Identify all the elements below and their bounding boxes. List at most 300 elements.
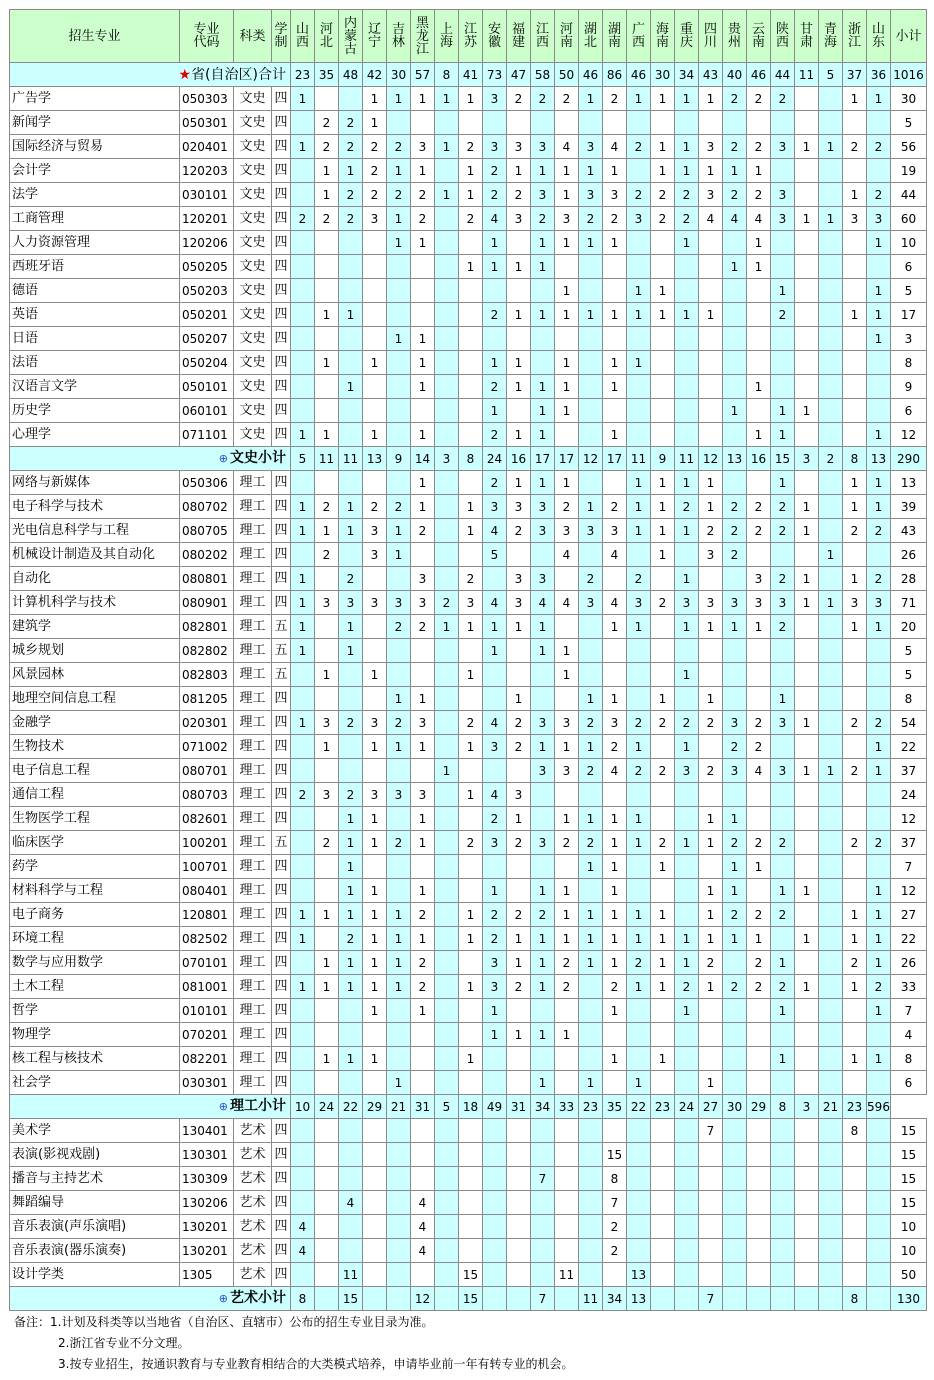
quota-cell — [699, 999, 723, 1023]
quota-cell — [819, 87, 843, 111]
quota-cell — [723, 951, 747, 975]
quota-cell — [555, 1239, 579, 1263]
quota-cell — [819, 183, 843, 207]
sum-cell: 57 — [411, 63, 435, 87]
quota-cell — [435, 1023, 459, 1047]
quota-cell: 1 — [867, 879, 891, 903]
quota-cell — [459, 1143, 483, 1167]
quota-cell — [291, 1191, 315, 1215]
subject-type: 理工 — [234, 711, 272, 735]
quota-cell: 1 — [459, 735, 483, 759]
quota-cell: 1 — [339, 879, 363, 903]
study-length: 四 — [272, 231, 291, 255]
quota-cell: 1 — [411, 159, 435, 183]
quota-cell — [795, 615, 819, 639]
quota-cell — [411, 111, 435, 135]
quota-cell: 1 — [483, 255, 507, 279]
quota-cell: 1 — [315, 975, 339, 999]
quota-cell: 2 — [675, 183, 699, 207]
province-header: 安 徽 — [483, 10, 507, 63]
sum-cell: 5 — [291, 447, 315, 471]
sum-cell: 15 — [771, 447, 795, 471]
quota-cell: 3 — [771, 135, 795, 159]
quota-cell: 1 — [579, 735, 603, 759]
quota-cell — [771, 663, 795, 687]
major-code: 080801 — [180, 567, 234, 591]
quota-cell — [507, 399, 531, 423]
quota-cell — [627, 1215, 651, 1239]
quota-cell — [579, 1239, 603, 1263]
quota-cell — [339, 663, 363, 687]
study-length: 四 — [272, 1239, 291, 1263]
quota-cell — [699, 375, 723, 399]
province-header: 陕 西 — [771, 10, 795, 63]
quota-cell — [459, 951, 483, 975]
quota-cell: 2 — [507, 711, 531, 735]
sum-cell: 49 — [483, 1095, 507, 1119]
quota-cell: 3 — [387, 783, 411, 807]
quota-cell: 1 — [627, 975, 651, 999]
quota-cell — [819, 567, 843, 591]
subject-type: 理工 — [234, 927, 272, 951]
quota-cell — [843, 279, 867, 303]
quota-cell: 1 — [555, 279, 579, 303]
quota-cell — [603, 111, 627, 135]
quota-cell — [651, 1239, 675, 1263]
quota-cell: 3 — [771, 207, 795, 231]
sum-cell: 12 — [411, 1287, 435, 1311]
sum-cell: 40 — [723, 63, 747, 87]
quota-cell: 1 — [531, 639, 555, 663]
quota-cell — [315, 1215, 339, 1239]
quota-cell: 4 — [747, 759, 771, 783]
row-subtotal: 12 — [891, 807, 927, 831]
quota-cell: 1 — [795, 207, 819, 231]
sum-cell: 18 — [459, 1095, 483, 1119]
sum-cell: 13 — [867, 447, 891, 471]
quota-cell — [651, 879, 675, 903]
quota-cell — [291, 1167, 315, 1191]
quota-cell — [459, 279, 483, 303]
quota-cell: 1 — [555, 303, 579, 327]
quota-cell — [867, 543, 891, 567]
quota-cell: 1 — [459, 903, 483, 927]
sum-cell: 29 — [747, 1095, 771, 1119]
col-subtotal-header: 小计 — [891, 10, 927, 63]
major-name: 社会学 — [10, 1071, 180, 1095]
study-length: 四 — [272, 543, 291, 567]
quota-cell — [651, 783, 675, 807]
quota-cell: 15 — [459, 1263, 483, 1287]
sum-cell: 11 — [579, 1287, 603, 1311]
quota-cell: 3 — [483, 87, 507, 111]
quota-cell: 1 — [315, 1047, 339, 1071]
quota-cell: 1 — [315, 663, 339, 687]
quota-cell — [435, 231, 459, 255]
quota-cell: 1 — [531, 735, 555, 759]
quota-cell — [843, 543, 867, 567]
quota-cell: 8 — [843, 1119, 867, 1143]
sum-cell: 11 — [675, 447, 699, 471]
quota-cell: 1 — [843, 303, 867, 327]
row-subtotal: 54 — [891, 711, 927, 735]
quota-cell — [339, 231, 363, 255]
major-name: 国际经济与贸易 — [10, 135, 180, 159]
table-row — [10, 183, 927, 207]
quota-cell — [819, 303, 843, 327]
province-header: 江 西 — [531, 10, 555, 63]
quota-cell: 1 — [507, 255, 531, 279]
province-header: 河 南 — [555, 10, 579, 63]
quota-cell: 1 — [675, 735, 699, 759]
sum-cell: 11 — [795, 63, 819, 87]
quota-cell: 2 — [723, 831, 747, 855]
quota-cell: 1 — [747, 159, 771, 183]
quota-cell: 1 — [603, 231, 627, 255]
quota-cell — [315, 279, 339, 303]
quota-cell — [363, 279, 387, 303]
row-subtotal: 44 — [891, 183, 927, 207]
quota-cell: 3 — [483, 495, 507, 519]
major-name: 临床医学 — [10, 831, 180, 855]
quota-cell — [483, 111, 507, 135]
sum-cell: 46 — [579, 63, 603, 87]
quota-cell — [291, 1119, 315, 1143]
row-subtotal: 5 — [891, 663, 927, 687]
quota-cell — [291, 999, 315, 1023]
quota-cell — [747, 687, 771, 711]
quota-cell — [675, 375, 699, 399]
table-row — [10, 807, 927, 831]
quota-cell: 2 — [315, 111, 339, 135]
study-length: 四 — [272, 1023, 291, 1047]
quota-cell — [819, 111, 843, 135]
col-code-header: 专业 代码 — [180, 10, 234, 63]
major-code: 130309 — [180, 1167, 234, 1191]
quota-cell: 2 — [603, 1215, 627, 1239]
quota-cell — [627, 159, 651, 183]
quota-cell: 3 — [771, 183, 795, 207]
quota-cell: 3 — [723, 759, 747, 783]
quota-cell: 13 — [627, 1263, 651, 1287]
quota-cell — [411, 1071, 435, 1095]
quota-cell: 1 — [651, 279, 675, 303]
quota-cell: 1 — [291, 615, 315, 639]
major-name: 生物医学工程 — [10, 807, 180, 831]
quota-cell — [819, 327, 843, 351]
quota-cell — [363, 1191, 387, 1215]
quota-cell: 4 — [603, 591, 627, 615]
quota-cell — [771, 1215, 795, 1239]
quota-cell — [819, 1263, 843, 1287]
quota-cell — [723, 1215, 747, 1239]
quota-cell — [387, 351, 411, 375]
quota-cell — [819, 951, 843, 975]
quota-cell: 1 — [531, 951, 555, 975]
table-row — [10, 567, 927, 591]
major-code: 130206 — [180, 1191, 234, 1215]
quota-cell: 1 — [771, 879, 795, 903]
table-row — [10, 1263, 927, 1287]
quota-cell: 1 — [843, 927, 867, 951]
quota-cell: 1 — [843, 567, 867, 591]
subtotal-label: ⊕ 文史小计 — [10, 447, 291, 471]
quota-cell — [483, 1263, 507, 1287]
major-name: 美术学 — [10, 1119, 180, 1143]
quota-cell: 2 — [771, 615, 795, 639]
quota-cell — [843, 111, 867, 135]
major-code: 080705 — [180, 519, 234, 543]
subject-type: 理工 — [234, 999, 272, 1023]
quota-cell — [483, 1191, 507, 1215]
quota-cell — [579, 255, 603, 279]
quota-cell: 2 — [747, 135, 771, 159]
quota-cell: 1 — [363, 423, 387, 447]
quota-cell: 2 — [867, 831, 891, 855]
quota-cell — [579, 1191, 603, 1215]
major-name: 环境工程 — [10, 927, 180, 951]
quota-cell — [699, 663, 723, 687]
quota-cell: 1 — [291, 567, 315, 591]
quota-cell: 2 — [675, 495, 699, 519]
quota-cell: 1 — [747, 423, 771, 447]
quota-cell: 2 — [627, 135, 651, 159]
quota-cell: 1 — [771, 279, 795, 303]
table-row — [10, 999, 927, 1023]
major-name: 网络与新媒体 — [10, 471, 180, 495]
quota-cell — [723, 783, 747, 807]
subject-type: 理工 — [234, 471, 272, 495]
quota-cell — [363, 759, 387, 783]
quota-cell — [675, 879, 699, 903]
quota-cell — [291, 159, 315, 183]
sum-cell: 2 — [819, 447, 843, 471]
quota-cell — [819, 519, 843, 543]
major-name: 工商管理 — [10, 207, 180, 231]
quota-cell: 2 — [771, 519, 795, 543]
quota-cell: 1 — [699, 87, 723, 111]
notes — [14, 1312, 924, 1375]
quota-cell: 1 — [699, 807, 723, 831]
quota-cell: 2 — [387, 183, 411, 207]
quota-cell: 4 — [483, 711, 507, 735]
sum-cell — [483, 1287, 507, 1311]
study-length: 四 — [272, 519, 291, 543]
quota-cell — [315, 1167, 339, 1191]
quota-cell: 1 — [555, 927, 579, 951]
quota-cell — [507, 1143, 531, 1167]
quota-cell — [627, 423, 651, 447]
row-subtotal: 13 — [891, 471, 927, 495]
sum-cell: 21 — [387, 1095, 411, 1119]
quota-cell — [867, 663, 891, 687]
quota-cell: 1 — [651, 543, 675, 567]
quota-cell: 1 — [363, 807, 387, 831]
sum-cell: 47 — [507, 63, 531, 87]
quota-cell: 2 — [747, 183, 771, 207]
quota-cell — [507, 759, 531, 783]
sum-cell — [507, 1287, 531, 1311]
quota-cell — [723, 471, 747, 495]
quota-cell: 1 — [483, 231, 507, 255]
subject-type: 文史 — [234, 159, 272, 183]
quota-cell: 2 — [459, 135, 483, 159]
quota-cell — [723, 1047, 747, 1071]
quota-cell — [387, 807, 411, 831]
quota-cell — [747, 639, 771, 663]
quota-cell: 1 — [819, 207, 843, 231]
quota-cell: 1 — [579, 303, 603, 327]
quota-cell: 2 — [723, 495, 747, 519]
quota-cell: 3 — [555, 711, 579, 735]
quota-cell: 1 — [651, 951, 675, 975]
quota-cell: 3 — [579, 519, 603, 543]
quota-cell — [483, 855, 507, 879]
quota-cell — [795, 1119, 819, 1143]
quota-cell — [435, 711, 459, 735]
quota-cell: 1 — [867, 303, 891, 327]
quota-cell — [795, 999, 819, 1023]
province-header: 湖 南 — [603, 10, 627, 63]
major-code: 082201 — [180, 1047, 234, 1071]
quota-cell — [315, 807, 339, 831]
major-name: 历史学 — [10, 399, 180, 423]
quota-cell — [723, 663, 747, 687]
quota-cell — [579, 279, 603, 303]
quota-cell — [315, 1143, 339, 1167]
quota-cell: 3 — [675, 759, 699, 783]
quota-cell — [843, 879, 867, 903]
quota-cell: 1 — [291, 639, 315, 663]
table-row — [10, 399, 927, 423]
quota-cell: 3 — [315, 711, 339, 735]
quota-cell: 2 — [747, 951, 771, 975]
quota-cell — [675, 1119, 699, 1143]
quota-cell: 1 — [627, 87, 651, 111]
quota-cell: 2 — [603, 735, 627, 759]
major-name: 药学 — [10, 855, 180, 879]
major-code: 130301 — [180, 1143, 234, 1167]
table-row — [10, 879, 927, 903]
quota-cell: 2 — [747, 831, 771, 855]
quota-cell: 2 — [627, 183, 651, 207]
quota-cell — [651, 615, 675, 639]
table-row — [10, 1167, 927, 1191]
quota-cell — [627, 1191, 651, 1215]
quota-cell: 1 — [315, 951, 339, 975]
sum-cell: 1016 — [891, 63, 927, 87]
sum-cell: 86 — [603, 63, 627, 87]
sum-cell: 596 — [867, 1095, 891, 1119]
quota-cell — [795, 639, 819, 663]
quota-cell — [459, 327, 483, 351]
quota-cell — [675, 1071, 699, 1095]
table-row — [10, 231, 927, 255]
quota-cell — [795, 111, 819, 135]
quota-cell: 1 — [387, 87, 411, 111]
row-subtotal: 56 — [891, 135, 927, 159]
quota-cell — [483, 1119, 507, 1143]
sum-cell: 35 — [315, 63, 339, 87]
quota-cell — [771, 735, 795, 759]
quota-cell — [747, 399, 771, 423]
quota-cell — [771, 1167, 795, 1191]
quota-cell: 1 — [867, 279, 891, 303]
note-line-3: 3.按专业招生，按通识教育与专业教育相结合的大类模式培养，申请毕业前一年有转专业的机会。 — [58, 1357, 574, 1371]
quota-cell — [339, 1143, 363, 1167]
quota-cell — [555, 1071, 579, 1095]
quota-cell: 1 — [651, 471, 675, 495]
subject-type: 文史 — [234, 231, 272, 255]
quota-cell — [507, 1239, 531, 1263]
quota-cell: 1 — [531, 255, 555, 279]
row-subtotal: 10 — [891, 1239, 927, 1263]
quota-cell: 2 — [339, 135, 363, 159]
quota-cell — [843, 1239, 867, 1263]
quota-cell — [699, 1167, 723, 1191]
sum-cell: 8 — [291, 1287, 315, 1311]
header-row — [10, 10, 927, 63]
quota-cell: 1 — [699, 687, 723, 711]
quota-cell — [435, 1215, 459, 1239]
quota-cell: 1 — [291, 927, 315, 951]
row-subtotal: 8 — [891, 1047, 927, 1071]
quota-cell — [627, 1119, 651, 1143]
row-subtotal: 60 — [891, 207, 927, 231]
quota-cell — [627, 399, 651, 423]
study-length: 四 — [272, 999, 291, 1023]
quota-cell — [651, 1191, 675, 1215]
quota-cell: 4 — [531, 591, 555, 615]
quota-cell: 4 — [411, 1239, 435, 1263]
quota-cell: 1 — [675, 927, 699, 951]
quota-cell — [459, 639, 483, 663]
quota-cell: 1 — [459, 975, 483, 999]
subject-type: 艺术 — [234, 1191, 272, 1215]
quota-cell — [435, 879, 459, 903]
quota-cell — [675, 1047, 699, 1071]
quota-cell: 4 — [699, 207, 723, 231]
quota-cell: 1 — [555, 663, 579, 687]
major-name: 哲学 — [10, 999, 180, 1023]
quota-cell: 1 — [363, 927, 387, 951]
table-row — [10, 279, 927, 303]
row-subtotal: 10 — [891, 1215, 927, 1239]
province-header: 吉 林 — [387, 10, 411, 63]
quota-cell — [507, 543, 531, 567]
major-name: 计算机科学与技术 — [10, 591, 180, 615]
quota-cell: 1 — [627, 303, 651, 327]
sum-cell — [819, 1287, 843, 1311]
quota-cell: 3 — [363, 711, 387, 735]
quota-cell: 1 — [675, 471, 699, 495]
table-row — [10, 951, 927, 975]
quota-cell: 1 — [699, 903, 723, 927]
quota-cell — [795, 1167, 819, 1191]
major-name: 法学 — [10, 183, 180, 207]
quota-cell: 2 — [411, 183, 435, 207]
major-code: 070101 — [180, 951, 234, 975]
quota-cell — [627, 879, 651, 903]
quota-cell — [291, 183, 315, 207]
study-length: 四 — [272, 951, 291, 975]
quota-cell — [795, 735, 819, 759]
quota-cell: 1 — [411, 879, 435, 903]
study-length: 五 — [272, 615, 291, 639]
quota-cell — [387, 1167, 411, 1191]
quota-cell — [315, 1191, 339, 1215]
quota-cell — [747, 999, 771, 1023]
